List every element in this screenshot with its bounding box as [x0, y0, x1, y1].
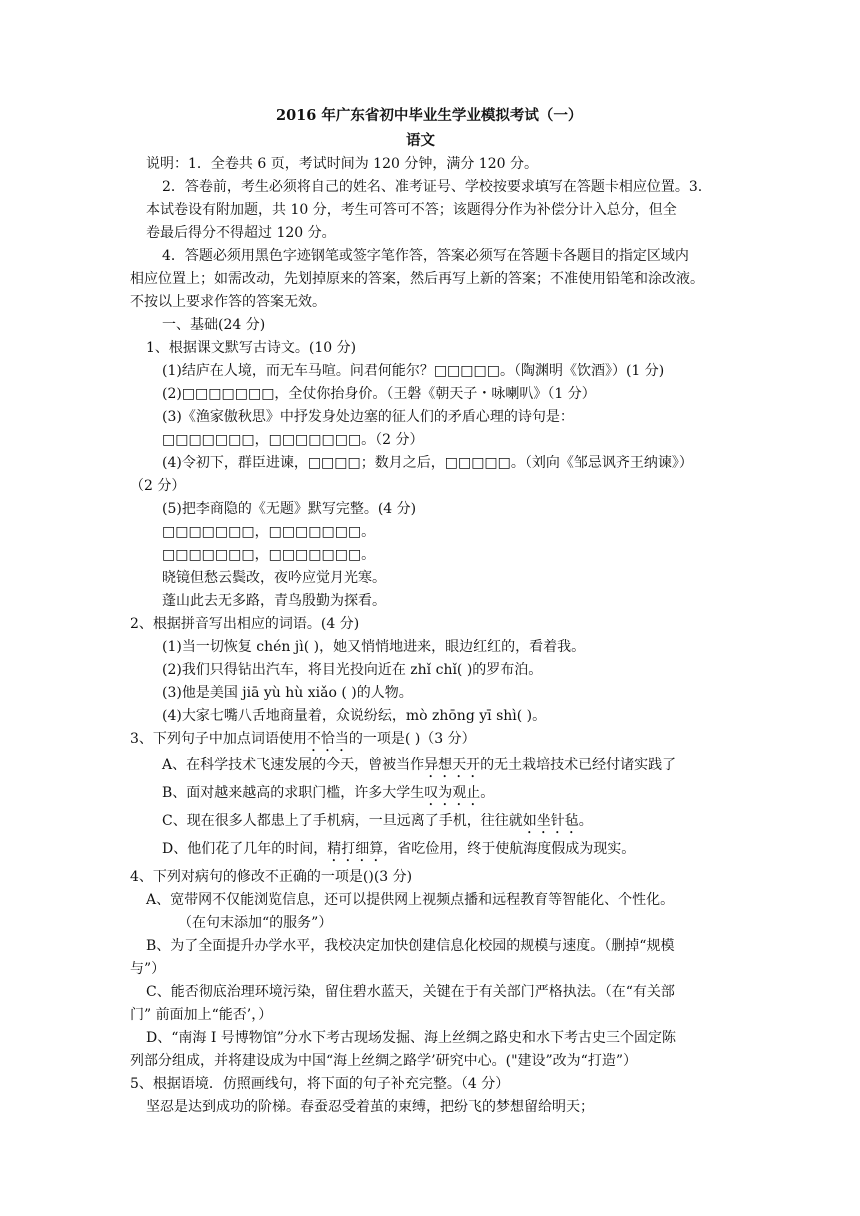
option-c	[162, 811, 593, 837]
question-1-line: （2 分）	[130, 478, 186, 494]
question-4-line: （在句末添加“的服务”）	[178, 915, 333, 931]
dotted-keyword: 叹为观止	[424, 785, 481, 801]
question-1-line: (3)《渔家傲秋思》中抒发身处边塞的征人们的矛盾心理的诗句是：	[162, 409, 574, 425]
instruction-line: 不按以上要求作答的答案无效。	[130, 294, 326, 310]
question-4-line: C、能否彻底治理环境污染，留住碧水蓝天，关键在于有关部门严格执法。（在“有关部	[146, 984, 675, 1000]
question-1-line: □□□□□□□，□□□□□□□。	[162, 524, 376, 540]
instruction-line: 说明：1．全卷共 6 页，考试时间为 120 分钟，满分 120 分。	[146, 156, 538, 172]
instruction-line: 2．答卷前，考生必须将自己的姓名、准考证号、学校按要求填写在答题卡相应位置。3.	[162, 179, 703, 195]
question-2-line: (2)我们只得钻出汽车，将目光投向近在 zhǐ chǐ( )的罗布泊。	[162, 662, 543, 678]
option-text: 。	[578, 813, 593, 829]
option-text: C、现在很多人都患上了手机病，一旦远离了手机，往往就	[162, 813, 523, 829]
option-text: ，省吃俭用，终于使航海度假成为现实。	[383, 841, 636, 857]
exam-title: 2016 年广东省初中毕业生学业模拟考试（一）	[276, 107, 583, 124]
option-text: A、在科学技术飞速发展的今天，曾被当作	[162, 757, 425, 773]
question-5-line: 坚忍是达到成功的阶梯。春蚕忍受着茧的束缚，把纷飞的梦想留给明天；	[146, 1099, 594, 1115]
question-1-line: □□□□□□□，□□□□□□□。	[162, 547, 376, 563]
question-1-line: (5)把李商隐的《无题》默写完整。(4 分)	[162, 501, 417, 517]
question-1-stem: 1、根据课文默写古诗文。(10 分)	[146, 340, 357, 356]
section-heading: 一、基础(24 分)	[162, 317, 266, 333]
question-2-line: (1)当一切恢复 chén jì( )，她又悄悄地进来，眼边红红的，看着我。	[162, 639, 586, 655]
question-4-line: 列部分组成，并将建设成为中国“海上丝绸之路学’研究中心。("建设”改为“打造”）	[130, 1053, 637, 1069]
question-4-stem: 4、下列对病句的修改不正确的一项是()(3 分)	[130, 869, 413, 885]
question-3-stem	[130, 729, 476, 755]
question-1-line: (1)结庐在人境，而无车马喧。问君何能尔？□□□□□。（陶渊明《饮酒》）(1 分)	[162, 363, 665, 379]
dotted-keyword: 如坐针毡	[522, 813, 579, 829]
subject-title: 语文	[406, 132, 435, 149]
question-1-line: □□□□□□□，□□□□□□□。（2 分）	[162, 432, 424, 448]
question-1-line: (4)令初下，群臣进谏，□□□□；数月之后，□□□□□。（刘向《邹忌讽齐王纳谏》）	[162, 455, 693, 471]
question-4-line: 与”）	[130, 961, 166, 977]
question-1-line: 晓镜但愁云鬓改，夜吟应觉月光寒。	[162, 570, 386, 586]
question-1-line: 蓬山此去无多路，青鸟殷勤为探看。	[162, 593, 386, 609]
question-4-line: B、为了全面提升办学水平，我校决定加快创建信息化校园的规模与速度。（删掉“规模	[146, 938, 675, 954]
question-1-line: (2)□□□□□□□，全仗你抬身价。（王磐《朝天子・咏喇叭》（1 分）	[162, 386, 596, 402]
stem-text: 3、下列句子中加点词语使用	[130, 731, 307, 747]
option-text: 。	[480, 785, 495, 801]
instruction-line: 卷最后得分不得超过 120 分。	[146, 225, 336, 241]
question-4-line: A、宽带网不仅能浏览信息，还可以提供网上视频点播和远程教育等智能化、个性化。	[146, 892, 675, 908]
dotted-keyword: 异想天开	[424, 757, 481, 773]
option-text: B、面对越来越高的求职门槛，许多大学生	[162, 785, 425, 801]
instruction-line: 相应位置上；如需改动，先划掉原来的答案，然后再写上新的答案；不准使用铅笔和涂改液。	[130, 271, 704, 287]
dotted-keyword: 不恰当	[306, 731, 349, 747]
question-2-line: (4)大家七嘴八舌地商量着，众说纷纭，mò zhōng yī shì( )。	[162, 708, 547, 724]
stem-text: 的一项是( )（3 分）	[348, 731, 476, 747]
option-b	[162, 783, 494, 809]
option-a	[162, 755, 676, 781]
question-5-stem: 5、根据语境．仿照画线句，将下面的句子补充完整。（4 分）	[130, 1076, 510, 1092]
question-2-line: (3)他是美国 jiā yù hù xiǎo ( )的人物。	[162, 685, 413, 701]
instruction-line: 4．答题必须用黑色字迹钢笔或签字笔作答，答案必须写在答题卡各题目的指定区域内	[162, 248, 689, 264]
question-4-line: D、“南海 I 号博物馆”分水下考古现场发掘、海上丝绸之路史和水下考古史三个固定陈	[146, 1030, 676, 1046]
option-text: 的无土栽培技术已经付诸实践了	[480, 757, 677, 773]
option-d	[162, 839, 635, 865]
instruction-line: 本试卷设有附加题，共 10 分，考生可答可不答；该题得分作为补偿分计入总分，但全	[146, 202, 677, 218]
dotted-keyword: 精打细算	[327, 841, 384, 857]
question-2-stem: 2、根据拼音写出相应的词语。(4 分)	[130, 616, 360, 632]
question-4-line: 门” 前面加上“能否’，）	[130, 1007, 273, 1023]
option-text: D、他们花了几年的时间，	[162, 841, 328, 857]
